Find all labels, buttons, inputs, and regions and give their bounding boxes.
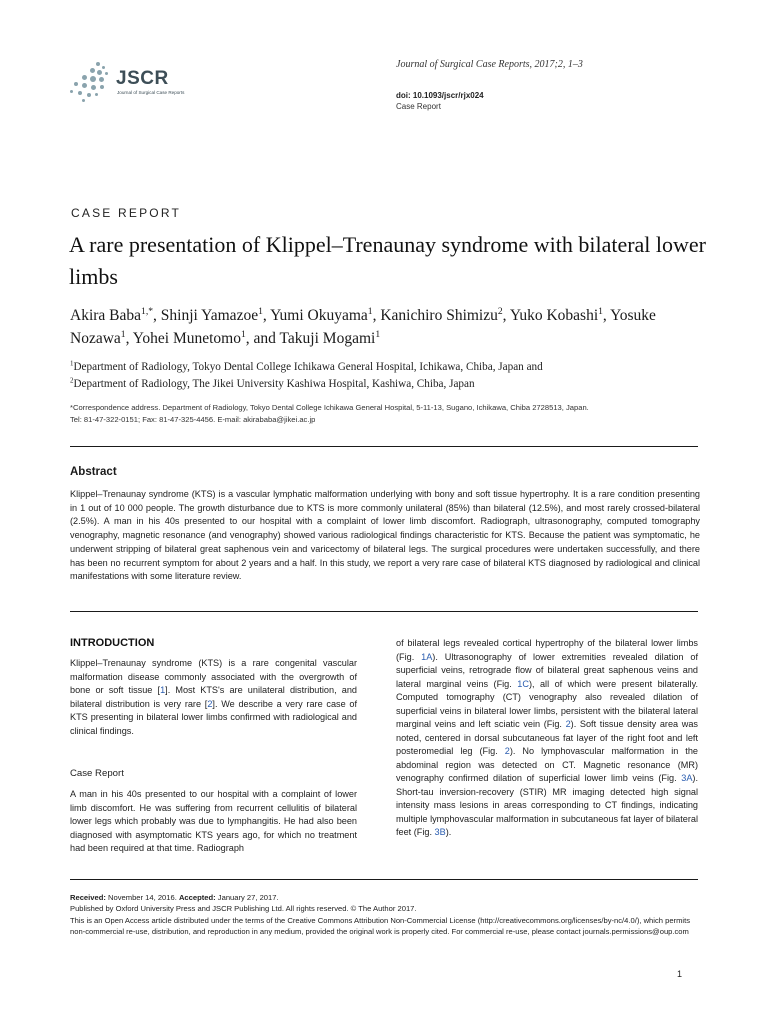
figure-link[interactable]: 3B [434,827,446,837]
section-label: CASE REPORT [71,206,181,220]
article-footer [70,892,700,937]
dates-line: Received: November 14, 2016. Accepted: January 27, 2017. [70,893,279,902]
license-text: This is an Open Access article distributed under the terms of the Creative Commons Attribution Non-Commercial License (http://creativecommons.org/licenses/by-nc/4.0/), which permits non-commercial re-use, distribution, and reproduction in any medium, provided the original work is properly cited. For commercial re-use, please contact journals.permissions@oup.com [70,915,690,936]
abstract-text: Klippel–Trenaunay syndrome (KTS) is a vascular lymphatic malformation underlying with bony and soft tissue hypertrophy. It is a rare condition presenting in 1 out of 10 000 people. The growth disturbance due to KTS is more commonly unilateral (85%) than bilateral (12.5%), and most rarely crossed-bilateral (2.5%). A man in his 40s presented to our hospital with a complaint of lower limb discomfort. Radiograph, ultrasonography, computed tomography venography, magnetic resonance (and venography) showed various radiological findings characteristic for KTS. Because the patient was symptomatic, he underwent stripping of bilateral great saphenous vein and varicectomy of bilateral legs. The surgical procedures were undertaken successfully, and there has been no recurrent symptom for about 2 years and a half. In this study, we report a very rare case of bilateral KTS diagnosed by radiological and clinical manifestations with some literature review. [70,489,700,582]
reference-link[interactable]: 2 [207,698,213,709]
figure-link[interactable]: 1C [517,678,529,689]
introduction-heading: INTRODUCTION [70,637,155,649]
author-name: Yohei Munetomo [132,330,241,347]
page-number: 1 [677,969,683,979]
logo-subtitle: Journal of Surgical Case Reports [117,90,185,95]
article-title: A rare presentation of Klippel–Trenaunay syndrome with bilateral lower limbs [69,232,707,289]
journal-logo [70,60,210,104]
affiliations [70,359,710,393]
case-report-heading: Case Report [70,768,124,779]
figure-link[interactable]: 2 [504,746,510,756]
author-affiliation-marker: 1 [375,328,381,340]
publisher-line: Published by Oxford University Press and JSCR Publishing Ltd. All rights reserved. © The Author 2017. [70,904,417,914]
abstract-heading: Abstract [70,466,117,478]
author-name: Takuji Mogami [279,330,376,347]
author-name: Yosuke Nozawa [70,307,656,347]
affiliation-1: $^1$Department of Radiology, Tokyo Dental College Ichikawa General Hospital, Ichikawa, Chiba, Japan and [70,359,543,373]
doi-text[interactable]: doi: 10.1093/jscr/rjx024 [396,91,484,100]
divider [70,879,698,880]
figure-link[interactable]: 1A [421,651,433,662]
figure-link[interactable]: 2 [565,719,571,729]
author-name: Yumi Okuyama [270,307,368,324]
article-type: Case Report [396,102,441,111]
introduction-text: Klippel–Trenaunay syndrome (KTS) is a rare congenital vascular malformation disease commonly associated with the overgrowth of bone or soft tissue [1]. Most KTS's are unilateral distribution, and bilateral distribution is very rare [2]. We describe a very rare case of KTS presenting in bilateral lower limbs confirmed with radiological and clinical findings. [70,658,357,736]
correspondence [70,402,710,425]
author-affiliation-marker: 1 [598,305,603,317]
divider [70,611,698,612]
author-name: Shinji Yamazoe [160,307,259,324]
author-list: Akira Baba$^{1,*}$, Shinji Yamazoe$^1$, Yumi Okuyama$^1$, Kanichiro Shimizu$^2$, Yuko Kobashi$^1$, Yosuke Nozawa$^1$, Yohei Munetomo$^1$, and Takuji Mogami$^1$ [70,305,656,347]
affiliation-2: $^2$Department of Radiology, The Jikei University Kashiwa Hospital, Kashiwa, Chiba, Japan [70,376,475,390]
case-report-continued: of bilateral legs revealed cortical hypertrophy of the bilateral lower limbs (Fig. 1A). Ultrasonography of lower extremities revealed dilation of superficial veins, retrograde flow of bilateral great saphenous veins and lateral marginal veins (Fig. 1C), all of which were present bilaterally. Computed tomography (CT) venography also revealed dilation of superficial veins in bilateral lower limbs, persistent with the bilateral lateral marginal veins and left sciatic vein (Fig. 2). Soft tissue density area was noted, centered in dorsal subcutaneous fat layer of the right foot and left posteromedial leg (Fig. 2). No lymphovascular malformation in the abdominal region was detected on CT. Magnetic resonance (MR) venography confirmed dilation of superficial lower limb veins (Fig. 3A). Short-tau inversion-recovery (STIR) MR imaging detected high signal intensity mass lesions in areas corresponding to CT findings, indicating multiple lymphovascular malformation in subcutaneous fat layer of bilateral feet (Fig. 3B). [396,638,698,837]
author-name: Yuko Kobashi [509,307,599,324]
author-affiliation-marker: 1 [258,305,263,317]
logo-name: JSCR [116,68,169,89]
figure-link[interactable]: 3A [681,773,693,783]
author-affiliation-marker: 1 [120,328,126,340]
journal-citation: Journal of Surgical Case Reports, 2017;2, 1–3 [396,59,583,70]
correspondence-address: *Correspondence address. Department of Radiology, Tokyo Dental College Ichikawa General Hospital, 5-11-13, Sugano, Ichikawa, Chiba 2728513, Japan. [70,403,589,412]
case-report-text: A man in his 40s presented to our hospital with a complaint of lower limb discomfort. He was suffering from recurrent cellulitis of bilateral lower legs which probably was due to lymphangitis. He had also been diagnosed with asymptomatic KTS years ago, for which no treatment had been required at that time. Radiograph [70,789,357,853]
author-affiliation-marker: 2 [497,305,503,317]
author-name: Kanichiro Shimizu [380,307,498,324]
reference-link[interactable]: 1 [160,685,166,695]
correspondence-contact: Tel: 81-47-322-0151; Fax: 81-47-325-4456. E-mail: akirababa@jikei.ac.jp [70,414,316,424]
doi[interactable] [396,91,484,100]
divider [70,446,698,447]
author-affiliation-marker: 1 [367,305,373,317]
author-affiliation-marker: 1,* [141,305,154,317]
author-affiliation-marker: 1 [241,328,246,340]
author-name: Akira Baba [70,307,142,324]
